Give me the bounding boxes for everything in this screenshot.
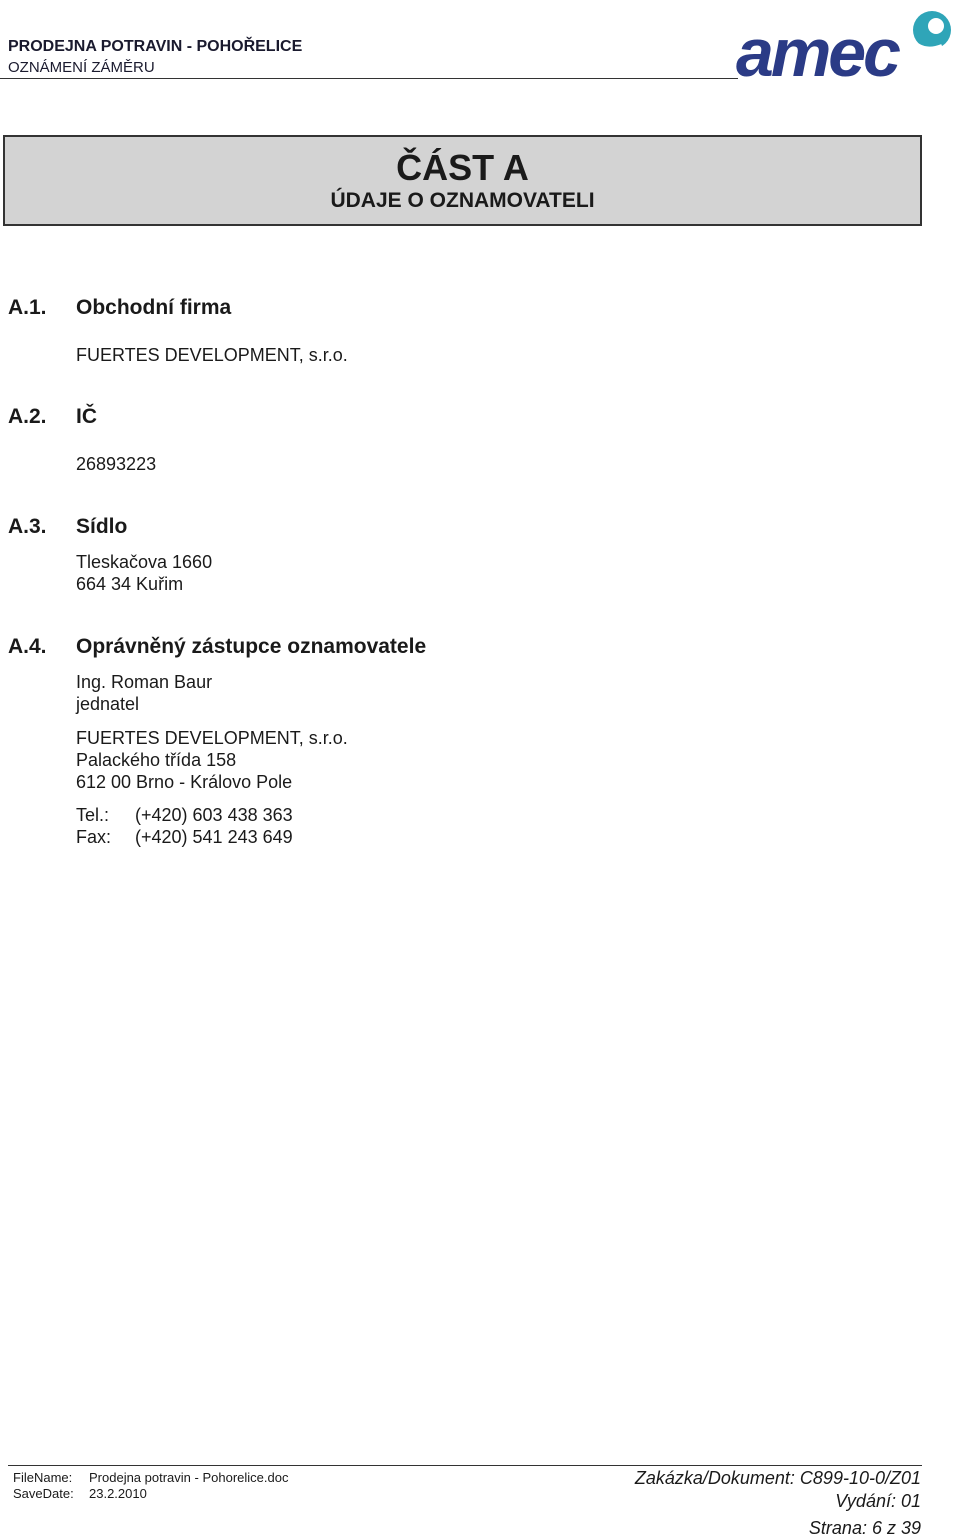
seat-city: 664 34 Kuřim <box>76 574 184 594</box>
filename-label: FileName: <box>13 1470 73 1485</box>
header-subtitle: OZNÁMENÍ ZÁMĚRU <box>8 59 155 76</box>
section-number: A.2. <box>8 405 47 428</box>
company-name: FUERTES DEVELOPMENT, s.r.o. <box>76 345 348 365</box>
header-divider <box>0 78 738 79</box>
company-id: 26893223 <box>76 454 157 474</box>
fax-value: (+420) 541 243 649 <box>135 827 293 847</box>
part-heading: ČÁST A <box>396 147 529 188</box>
amec-logo <box>736 2 956 82</box>
representative-name: Ing. Roman Baur <box>76 672 213 692</box>
representative-street: Palackého třída 158 <box>76 750 237 770</box>
section-number: A.3. <box>8 515 47 538</box>
section-title: Sídlo <box>76 515 128 538</box>
part-subheading: ÚDAJE O OZNAMOVATELI <box>330 189 595 212</box>
tel-value: (+420) 603 438 363 <box>135 805 293 825</box>
edition-number: Vydání: 01 <box>835 1491 921 1511</box>
header-title: PRODEJNA POTRAVIN - POHOŘELICE <box>8 38 303 55</box>
section-number: A.4. <box>8 635 47 658</box>
document-reference: Zakázka/Dokument: C899-10-0/Z01 <box>634 1468 921 1488</box>
filename-value: Prodejna potravin - Pohorelice.doc <box>89 1470 289 1485</box>
savedate-label: SaveDate: <box>13 1486 74 1501</box>
representative-role: jednatel <box>76 694 140 714</box>
savedate-value: 23.2.2010 <box>89 1486 147 1501</box>
fax-label: Fax: <box>76 827 112 847</box>
part-heading-box <box>3 135 922 226</box>
tel-label: Tel.: <box>76 805 110 825</box>
representative-city: 612 00 Brno - Královo Pole <box>76 772 293 792</box>
logo-swirl-icon <box>910 11 951 49</box>
page-number: Strana: 6 z 39 <box>808 1518 921 1538</box>
section-number: A.1. <box>8 296 47 319</box>
seat-street: Tleskačova 1660 <box>76 552 213 572</box>
section-title: IČ <box>76 405 97 428</box>
representative-company: FUERTES DEVELOPMENT, s.r.o. <box>76 728 348 748</box>
footer-divider <box>8 1465 922 1466</box>
section-title: Oprávněný zástupce oznamovatele <box>76 635 427 658</box>
section-title: Obchodní firma <box>76 296 232 319</box>
logo-wordmark: amec <box>736 15 898 82</box>
